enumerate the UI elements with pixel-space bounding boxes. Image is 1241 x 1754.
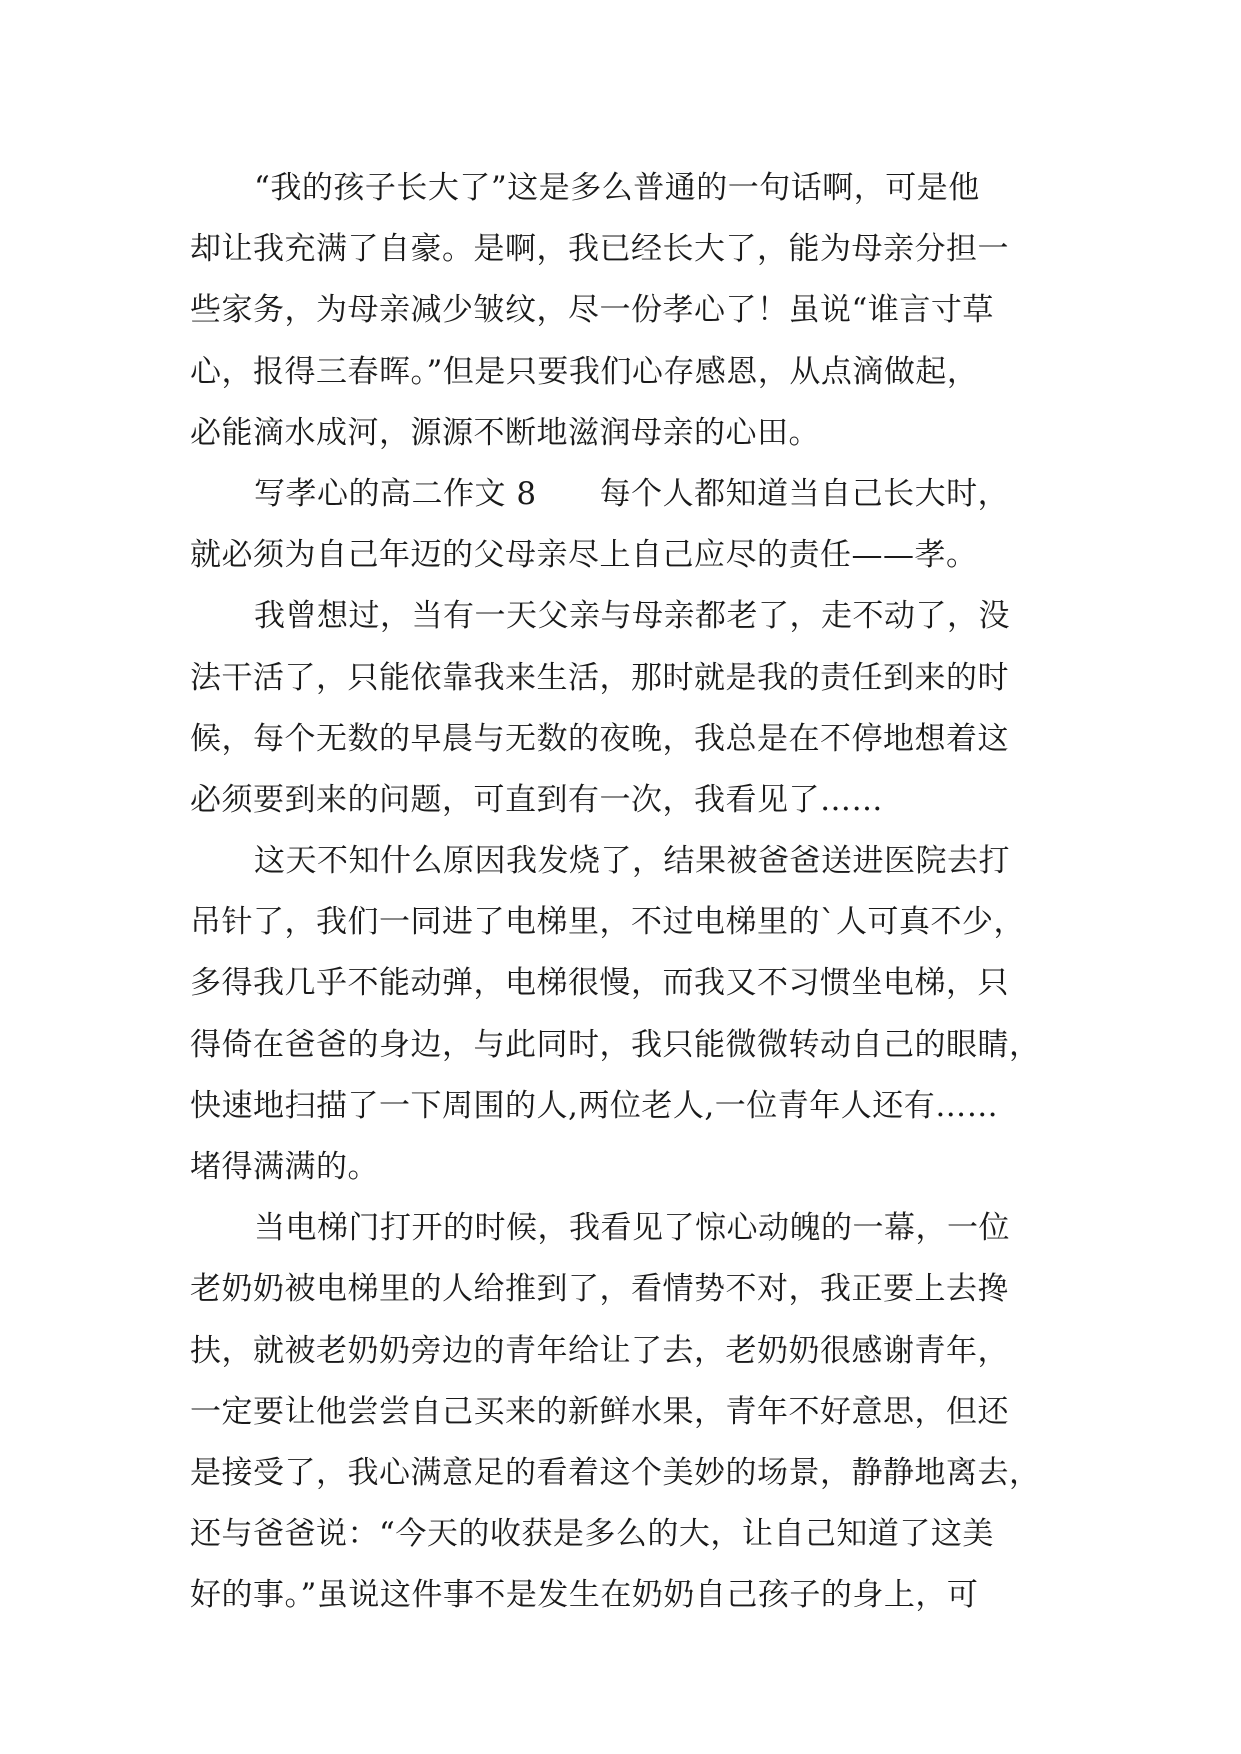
- paragraph-line: “我的孩子长大了”这是多么普通的一句话啊，可是他: [254, 170, 980, 206]
- paragraph-line: 却让我充满了自豪。是啊，我已经长大了，能为母亲分担一: [190, 231, 1009, 268]
- paragraph-line: 堵得满满的。: [190, 1149, 379, 1185]
- paragraph-line: 老奶奶被电梯里的人给推到了，看情势不对，我正要上去搀: [190, 1271, 1009, 1308]
- paragraph-line: 多得我几乎不能动弹，电梯很慢，而我又不习惯坐电梯，只: [190, 965, 1009, 1002]
- paragraph-line: 必能滴水成河，源源不断地滋润母亲的心田。: [190, 414, 820, 451]
- paragraph-line: 是接受了，我心满意足的看着这个美妙的场景，静静地离去，: [190, 1454, 1041, 1491]
- body-text: [190, 158, 1050, 1627]
- paragraph-line: 得倚在爸爸的身边，与此同时，我只能微微转动自己的眼睛，: [190, 1026, 1041, 1063]
- paragraph-line: 我曾想过，当有一天父亲与母亲都老了，走不动了，没: [254, 598, 1010, 635]
- paragraph-line: 当电梯门打开的时候，我看见了惊心动魄的一幕，一位: [254, 1210, 1010, 1247]
- paragraph-line: 必须要到来的问题，可直到有一次，我看见了……: [190, 781, 883, 818]
- section-heading-line: 写孝心的高二作文 8 每个人都知道当自己长大时，: [254, 475, 1010, 512]
- paragraph-line: 这天不知什么原因我发烧了，结果被爸爸送进医院去打: [254, 843, 1010, 880]
- paragraph-line: 法干活了，只能依靠我来生活，那时就是我的责任到来的时: [190, 659, 1009, 696]
- paragraph-line: 些家务，为母亲减少皱纹，尽一份孝心了！虽说“谁言寸草: [190, 292, 994, 329]
- paragraph-line: 吊针了，我们一同进了电梯里，不过电梯里的`人可真不少，: [190, 904, 1025, 941]
- paragraph-line: 好的事。”虽说这件事不是发生在奶奶自己孩子的身上，可: [190, 1577, 979, 1614]
- paragraph-line: 还与爸爸说：“今天的收获是多么的大，让自己知道了这美: [190, 1516, 994, 1553]
- paragraph-line: 候，每个无数的早晨与无数的夜晚，我总是在不停地想着这: [190, 720, 1009, 757]
- paragraph-line: 心，报得三春晖。”但是只要我们心存感恩，从点滴做起，: [190, 353, 979, 390]
- paragraph-line: 扶，就被老奶奶旁边的青年给让了去，老奶奶很感谢青年，: [190, 1332, 1009, 1369]
- paragraph-line: 一定要让他尝尝自己买来的新鲜水果，青年不好意思，但还: [190, 1393, 1009, 1430]
- paragraph-line: 快速地扫描了一下周围的人,两位老人,一位青年人还有……: [190, 1087, 999, 1124]
- paragraph-line: 就必须为自己年迈的父母亲尽上自己应尽的责任——孝。: [190, 537, 978, 574]
